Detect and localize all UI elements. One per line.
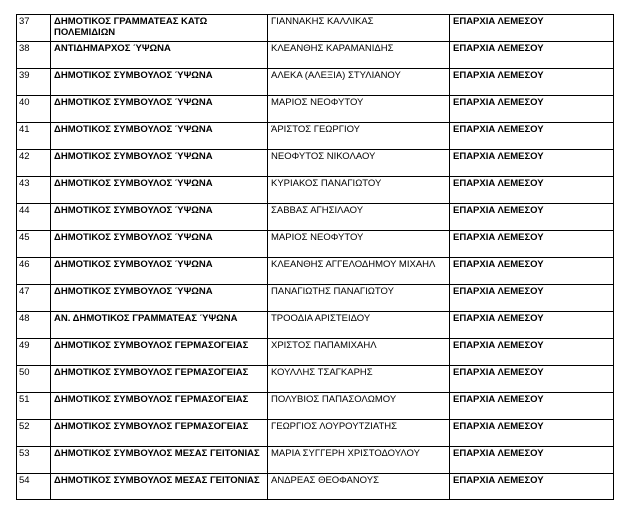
row-number: 45 [17, 231, 51, 258]
person-name-cell: ΜΑΡΙΑ ΣΥΓΓΕΡΗ ΧΡΙΣΤΟΔΟΥΛΟΥ [268, 447, 450, 474]
person-name-cell: ΠΟΛΥΒΙΟΣ ΠΑΠΑΣΟΛΩΜΟΥ [268, 393, 450, 420]
position-cell: ΔΗΜΟΤΙΚΟΣ ΣΥΜΒΟΥΛΟΣ ΎΨΩΝΑ [51, 231, 268, 258]
row-number: 40 [17, 96, 51, 123]
person-name-cell: ΝΕΟΦΥΤΟΣ ΝΙΚΟΛΑΟΥ [268, 150, 450, 177]
person-name-cell: ΆΡΙΣΤΟΣ ΓΕΩΡΓΙΟΥ [268, 123, 450, 150]
row-number: 53 [17, 447, 51, 474]
person-name-cell: ΧΡΙΣΤΟΣ ΠΑΠΑΜΙΧΑΗΛ [268, 339, 450, 366]
district-cell: ΕΠΑΡΧΙΑ ΛΕΜΕΣΟΥ [450, 258, 614, 285]
row-number: 37 [17, 15, 51, 42]
row-number: 50 [17, 366, 51, 393]
row-number: 51 [17, 393, 51, 420]
officials-table [16, 14, 614, 500]
district-cell: ΕΠΑΡΧΙΑ ΛΕΜΕΣΟΥ [450, 393, 614, 420]
table-row [17, 42, 614, 69]
table-row [17, 285, 614, 312]
table-row [17, 69, 614, 96]
table-row [17, 366, 614, 393]
table-row [17, 339, 614, 366]
row-number: 47 [17, 285, 51, 312]
position-cell: ΔΗΜΟΤΙΚΟΣ ΣΥΜΒΟΥΛΟΣ ΓΕΡΜΑΣΟΓΕΙΑΣ [51, 366, 268, 393]
district-cell: ΕΠΑΡΧΙΑ ΛΕΜΕΣΟΥ [450, 312, 614, 339]
district-cell: ΕΠΑΡΧΙΑ ΛΕΜΕΣΟΥ [450, 177, 614, 204]
row-number: 41 [17, 123, 51, 150]
district-cell: ΕΠΑΡΧΙΑ ΛΕΜΕΣΟΥ [450, 447, 614, 474]
table-row [17, 15, 614, 42]
table-row [17, 150, 614, 177]
district-cell: ΕΠΑΡΧΙΑ ΛΕΜΕΣΟΥ [450, 420, 614, 447]
row-number: 39 [17, 69, 51, 96]
table-row [17, 96, 614, 123]
person-name-cell: ΣΑΒΒΑΣ ΑΓΗΣΙΛΑΟΥ [268, 204, 450, 231]
district-cell: ΕΠΑΡΧΙΑ ΛΕΜΕΣΟΥ [450, 15, 614, 42]
table-row [17, 393, 614, 420]
district-cell: ΕΠΑΡΧΙΑ ΛΕΜΕΣΟΥ [450, 42, 614, 69]
row-number: 46 [17, 258, 51, 285]
position-cell: ΔΗΜΟΤΙΚΟΣ ΣΥΜΒΟΥΛΟΣ ΎΨΩΝΑ [51, 204, 268, 231]
district-cell: ΕΠΑΡΧΙΑ ΛΕΜΕΣΟΥ [450, 96, 614, 123]
row-number: 38 [17, 42, 51, 69]
district-cell: ΕΠΑΡΧΙΑ ΛΕΜΕΣΟΥ [450, 123, 614, 150]
table-row [17, 447, 614, 474]
person-name-cell: ΜΑΡΙΟΣ ΝΕΟΦΥΤΟΥ [268, 96, 450, 123]
position-cell: ΔΗΜΟΤΙΚΟΣ ΣΥΜΒΟΥΛΟΣ ΓΕΡΜΑΣΟΓΕΙΑΣ [51, 420, 268, 447]
person-name-cell: ΚΛΕΑΝΘΗΣ ΑΓΓΕΛΟΔΗΜΟΥ ΜΙΧΑΗΛ [268, 258, 450, 285]
position-cell: ΔΗΜΟΤΙΚΟΣ ΣΥΜΒΟΥΛΟΣ ΎΨΩΝΑ [51, 69, 268, 96]
person-name-cell: ΓΕΩΡΓΙΟΣ ΛΟΥΡΟΥΤΖΙΑΤΗΣ [268, 420, 450, 447]
position-cell: ΔΗΜΟΤΙΚΟΣ ΣΥΜΒΟΥΛΟΣ ΓΕΡΜΑΣΟΓΕΙΑΣ [51, 393, 268, 420]
person-name-cell: ΜΑΡΙΟΣ ΝΕΟΦΥΤΟΥ [268, 231, 450, 258]
position-cell: ΔΗΜΟΤΙΚΟΣ ΣΥΜΒΟΥΛΟΣ ΎΨΩΝΑ [51, 150, 268, 177]
district-cell: ΕΠΑΡΧΙΑ ΛΕΜΕΣΟΥ [450, 69, 614, 96]
district-cell: ΕΠΑΡΧΙΑ ΛΕΜΕΣΟΥ [450, 474, 614, 500]
table-row [17, 204, 614, 231]
person-name-cell: ΤΡΟΟΔΙΑ ΑΡΙΣΤΕΙΔΟΥ [268, 312, 450, 339]
person-name-cell: ΑΝΔΡΕΑΣ ΘΕΟΦΑΝΟΥΣ [268, 474, 450, 500]
table-row [17, 231, 614, 258]
table-row [17, 420, 614, 447]
position-cell: ΔΗΜΟΤΙΚΟΣ ΣΥΜΒΟΥΛΟΣ ΎΨΩΝΑ [51, 123, 268, 150]
person-name-cell: ΚΟΥΛΛΗΣ ΤΣΑΓΚΑΡΗΣ [268, 366, 450, 393]
row-number: 49 [17, 339, 51, 366]
district-cell: ΕΠΑΡΧΙΑ ΛΕΜΕΣΟΥ [450, 285, 614, 312]
person-name-cell: ΓΙΑΝΝΑΚΗΣ ΚΑΛΛΙΚΑΣ [268, 15, 450, 42]
person-name-cell: ΠΑΝΑΓΙΩΤΗΣ ΠΑΝΑΓΙΩΤΟΥ [268, 285, 450, 312]
district-cell: ΕΠΑΡΧΙΑ ΛΕΜΕΣΟΥ [450, 204, 614, 231]
row-number: 42 [17, 150, 51, 177]
district-cell: ΕΠΑΡΧΙΑ ΛΕΜΕΣΟΥ [450, 366, 614, 393]
table-body [17, 15, 614, 500]
table-row [17, 123, 614, 150]
position-cell: ΔΗΜΟΤΙΚΟΣ ΣΥΜΒΟΥΛΟΣ ΎΨΩΝΑ [51, 285, 268, 312]
position-cell: ΑΝΤΙΔΗΜΑΡΧΟΣ ΎΨΩΝΑ [51, 42, 268, 69]
row-number: 48 [17, 312, 51, 339]
position-cell: ΑΝ. ΔΗΜΟΤΙΚΟΣ ΓΡΑΜΜΑΤΕΑΣ ΎΨΩΝΑ [51, 312, 268, 339]
row-number: 52 [17, 420, 51, 447]
position-cell: ΔΗΜΟΤΙΚΟΣ ΣΥΜΒΟΥΛΟΣ ΜΕΣΑΣ ΓΕΙΤΟΝΙΑΣ [51, 474, 268, 500]
row-number: 43 [17, 177, 51, 204]
table-row [17, 177, 614, 204]
district-cell: ΕΠΑΡΧΙΑ ΛΕΜΕΣΟΥ [450, 339, 614, 366]
table-row [17, 258, 614, 285]
row-number: 54 [17, 474, 51, 500]
position-cell: ΔΗΜΟΤΙΚΟΣ ΣΥΜΒΟΥΛΟΣ ΜΕΣΑΣ ΓΕΙΤΟΝΙΑΣ [51, 447, 268, 474]
position-cell: ΔΗΜΟΤΙΚΟΣ ΣΥΜΒΟΥΛΟΣ ΎΨΩΝΑ [51, 96, 268, 123]
person-name-cell: ΚΛΕΑΝΘΗΣ ΚΑΡΑΜΑΝΙΔΗΣ [268, 42, 450, 69]
position-cell: ΔΗΜΟΤΙΚΟΣ ΣΥΜΒΟΥΛΟΣ ΎΨΩΝΑ [51, 177, 268, 204]
person-name-cell: ΚΥΡΙΑΚΟΣ ΠΑΝΑΓΙΩΤΟΥ [268, 177, 450, 204]
person-name-cell: ΑΛΕΚΑ (ΑΛΕΞΙΑ) ΣΤΥΛΙΑΝΟΥ [268, 69, 450, 96]
position-cell: ΔΗΜΟΤΙΚΟΣ ΣΥΜΒΟΥΛΟΣ ΓΕΡΜΑΣΟΓΕΙΑΣ [51, 339, 268, 366]
table-row [17, 474, 614, 500]
position-cell: ΔΗΜΟΤΙΚΟΣ ΓΡΑΜΜΑΤΕΑΣ ΚΑΤΩ ΠΟΛΕΜΙΔΙΩΝ [51, 15, 268, 42]
row-number: 44 [17, 204, 51, 231]
district-cell: ΕΠΑΡΧΙΑ ΛΕΜΕΣΟΥ [450, 231, 614, 258]
district-cell: ΕΠΑΡΧΙΑ ΛΕΜΕΣΟΥ [450, 150, 614, 177]
position-cell: ΔΗΜΟΤΙΚΟΣ ΣΥΜΒΟΥΛΟΣ ΎΨΩΝΑ [51, 258, 268, 285]
table-row [17, 312, 614, 339]
